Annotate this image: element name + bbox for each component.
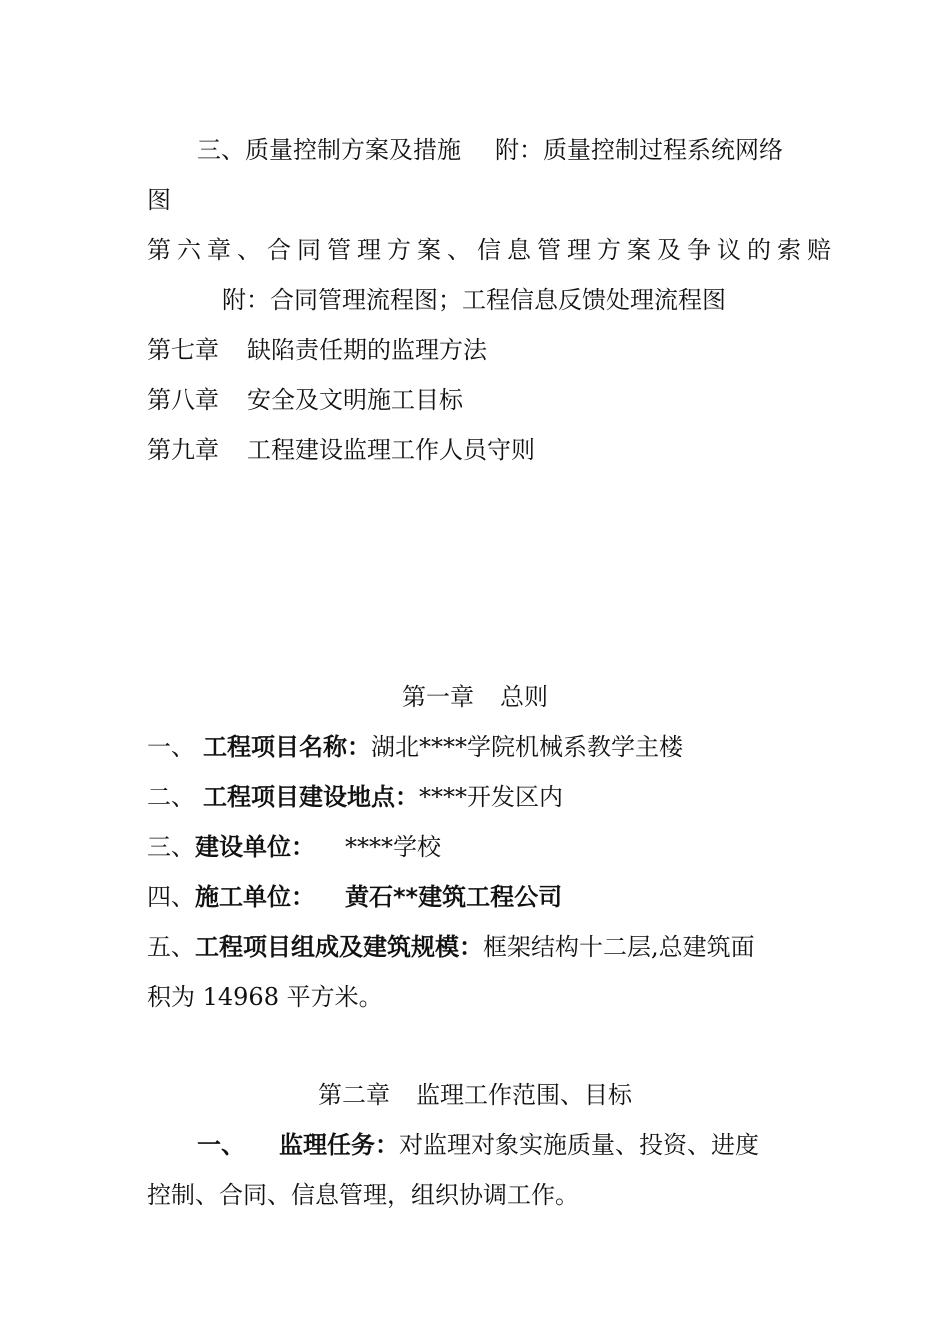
- item-value: ****开发区内: [419, 783, 563, 811]
- chapter2-heading: [0, 1070, 950, 1120]
- item-label: 施工单位：: [195, 883, 315, 911]
- item-prefix: 五、: [147, 933, 195, 961]
- item-label: 监理任务：: [279, 1131, 399, 1159]
- item-label: 工程项目组成及建筑规模：: [195, 933, 483, 961]
- toc-item-quality-control: [147, 125, 805, 175]
- chapter1-title: 总则: [500, 683, 548, 711]
- chapter1-number: 第一章: [402, 683, 474, 711]
- toc-chapter8-title: 安全及文明施工目标: [247, 386, 463, 414]
- toc-chapter9-number: 第九章: [147, 436, 219, 464]
- chapter1-heading: [0, 672, 950, 722]
- item-value: 湖北****学院机械系教学主楼: [371, 733, 683, 761]
- item-value: ****学校: [345, 833, 441, 861]
- item-value: 黄石**建筑工程公司: [345, 883, 563, 911]
- item-label: 工程项目名称：: [203, 733, 371, 761]
- chapter1-item-contractor: [147, 872, 805, 922]
- chapter1-item-scale: [147, 922, 805, 972]
- toc-item3-suffix: 附：质量控制过程系统网络: [495, 136, 783, 164]
- chapter2-number: 第二章: [318, 1081, 390, 1109]
- toc-chapter8-number: 第八章: [147, 386, 219, 414]
- item-prefix: 二、: [147, 783, 195, 811]
- chapter1-item-project-name: [147, 722, 805, 772]
- item-label: 工程项目建设地点：: [203, 783, 419, 811]
- chapter2-item-task-wrap: 控制、合同、信息管理，组织协调工作。: [147, 1181, 579, 1209]
- item-label: 建设单位：: [195, 833, 315, 861]
- item-prefix: 一、: [147, 733, 195, 761]
- chapter1-item-location: [147, 772, 805, 822]
- toc-chapter9-title: 工程建设监理工作人员守则: [247, 436, 535, 464]
- toc-chapter7: [147, 325, 805, 375]
- toc-chapter6-attachment: 附：合同管理流程图；工程信息反馈处理流程图: [222, 286, 726, 314]
- toc-item3-prefix: 三、质量控制方案及措施: [197, 136, 461, 164]
- chapter1-item-owner: [147, 822, 805, 872]
- item-prefix: 三、: [147, 833, 195, 861]
- item-value: 对监理对象实施质量、投资、进度: [399, 1131, 759, 1159]
- chapter2-title: 监理工作范围、目标: [416, 1081, 632, 1109]
- toc-chapter9: [147, 425, 805, 475]
- toc-item3-wrap: 图: [147, 186, 171, 214]
- toc-chapter8: [147, 375, 805, 425]
- item-prefix: 四、: [147, 883, 195, 911]
- chapter1-item-scale-wrap: 积为 14968 平方米。: [147, 983, 383, 1011]
- toc-chapter7-title: 缺陷责任期的监理方法: [247, 336, 487, 364]
- chapter2-item-task: [147, 1120, 805, 1170]
- item-value: 框架结构十二层,总建筑面: [483, 933, 755, 961]
- toc-chapter7-number: 第七章: [147, 336, 219, 364]
- item-prefix: 一、: [197, 1131, 245, 1159]
- toc-chapter6: 第六章、合同管理方案、信息管理方案及争议的索赔: [147, 236, 837, 264]
